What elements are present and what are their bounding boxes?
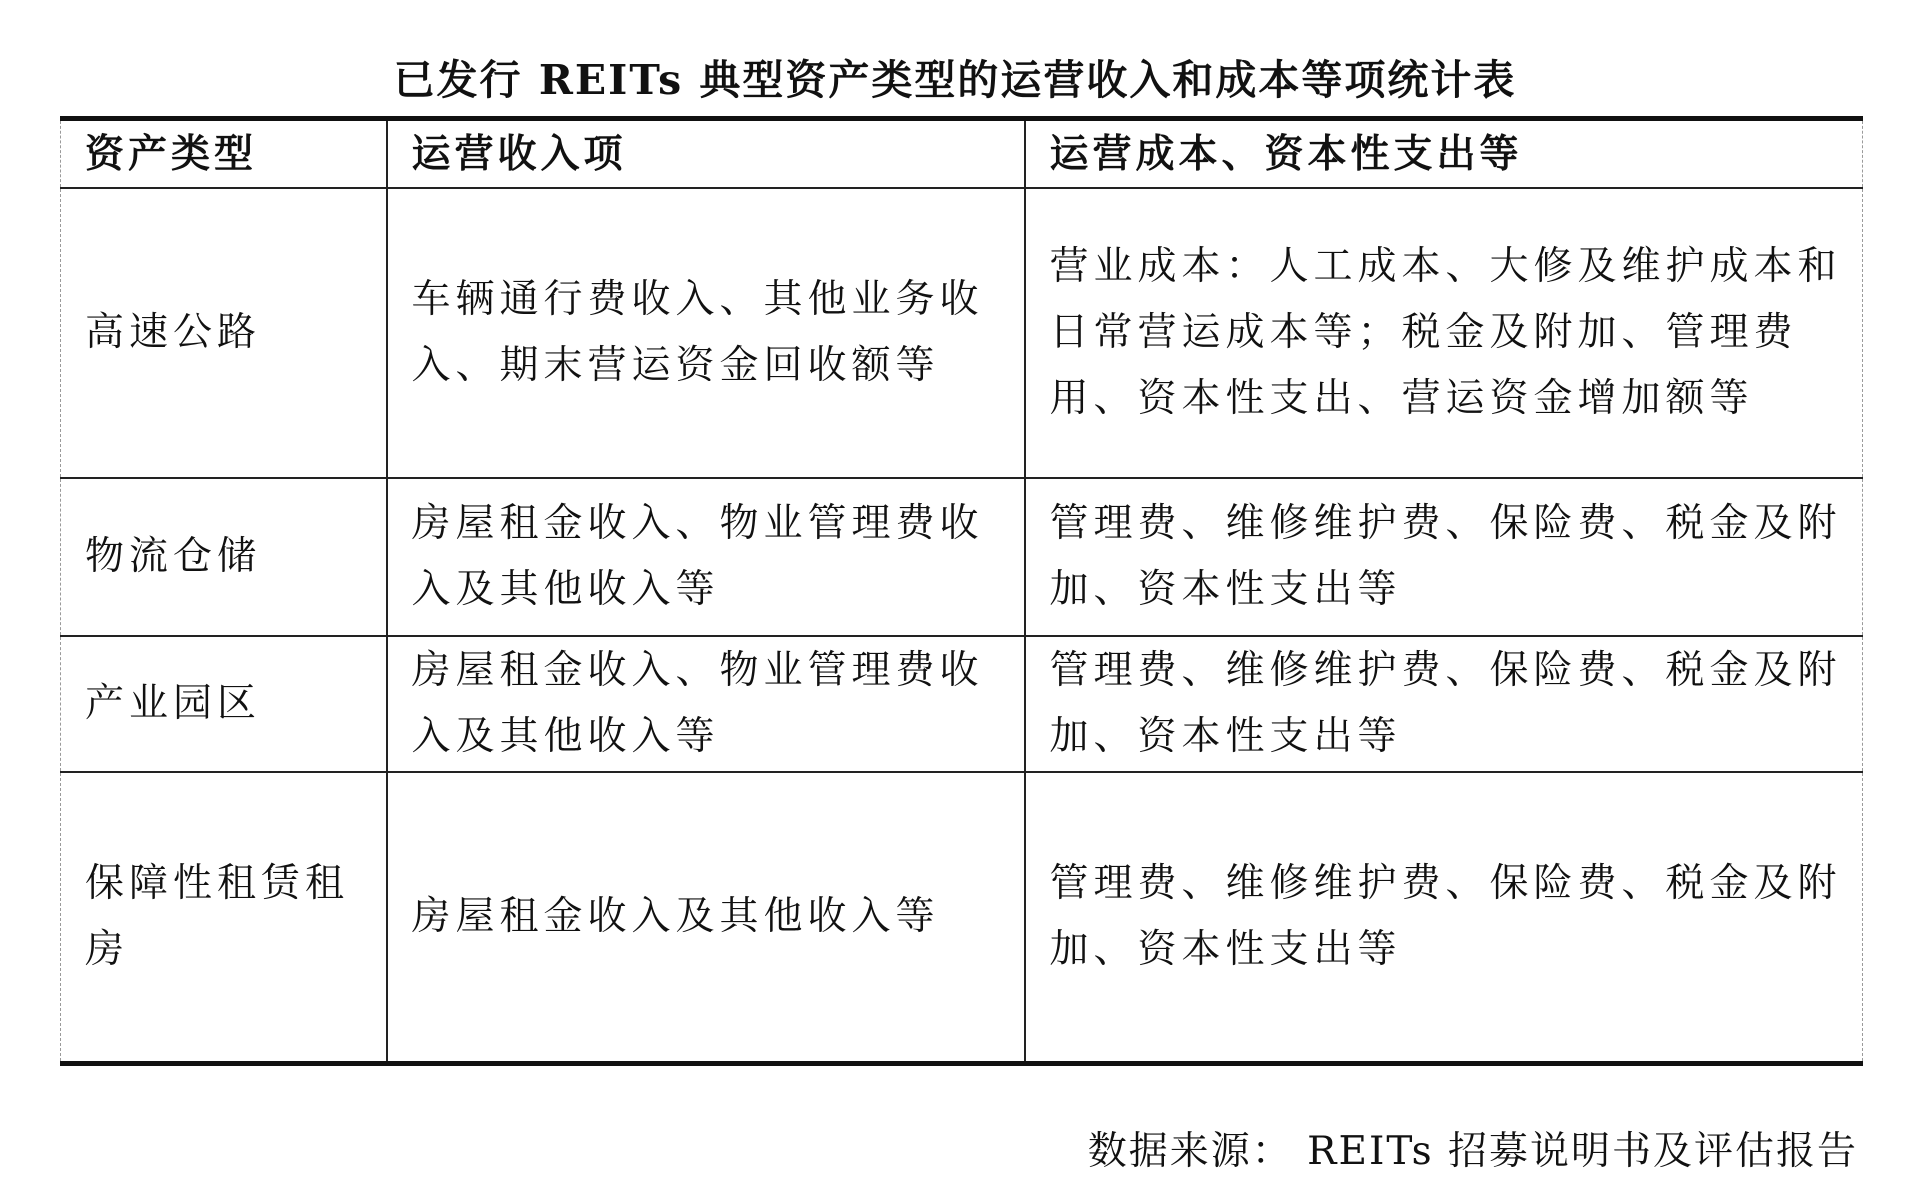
cell-asset-type: 保障性租赁租房 bbox=[61, 772, 387, 1064]
table-row bbox=[61, 188, 1863, 478]
cell-costs: 营业成本：人工成本、大修及维护成本和日常营运成本等；税金及附加、管理费用、资本性支出、营运资金增加额等 bbox=[1025, 188, 1863, 478]
cell-income: 房屋租金收入、物业管理费收入及其他收入等 bbox=[387, 636, 1025, 772]
table-row bbox=[61, 636, 1863, 772]
cell-costs: 管理费、维修维护费、保险费、税金及附加、资本性支出等 bbox=[1025, 478, 1863, 636]
header-costs: 运营成本、资本性支出等 bbox=[1025, 119, 1863, 189]
statistics-table bbox=[60, 116, 1863, 1066]
cell-asset-type: 物流仓储 bbox=[61, 478, 387, 636]
table-title: 已发行 REITs 典型资产类型的运营收入和成本等项统计表 bbox=[393, 56, 1517, 104]
cell-income: 房屋租金收入及其他收入等 bbox=[387, 772, 1025, 1064]
cell-costs: 管理费、维修维护费、保险费、税金及附加、资本性支出等 bbox=[1025, 636, 1863, 772]
cell-asset-type: 高速公路 bbox=[61, 188, 387, 478]
header-asset-type: 资产类型 bbox=[61, 119, 387, 189]
cell-income: 车辆通行费收入、其他业务收入、期末营运资金回收额等 bbox=[387, 188, 1025, 478]
cell-asset-type: 产业园区 bbox=[61, 636, 387, 772]
table-row bbox=[61, 478, 1863, 636]
source-note: 数据来源： REITs 招募说明书及评估报告 bbox=[1087, 1129, 1858, 1174]
cell-income: 房屋租金收入、物业管理费收入及其他收入等 bbox=[387, 478, 1025, 636]
table-header-row bbox=[61, 119, 1863, 189]
table-row bbox=[61, 772, 1863, 1064]
cell-costs: 管理费、维修维护费、保险费、税金及附加、资本性支出等 bbox=[1025, 772, 1863, 1064]
header-income: 运营收入项 bbox=[387, 119, 1025, 189]
